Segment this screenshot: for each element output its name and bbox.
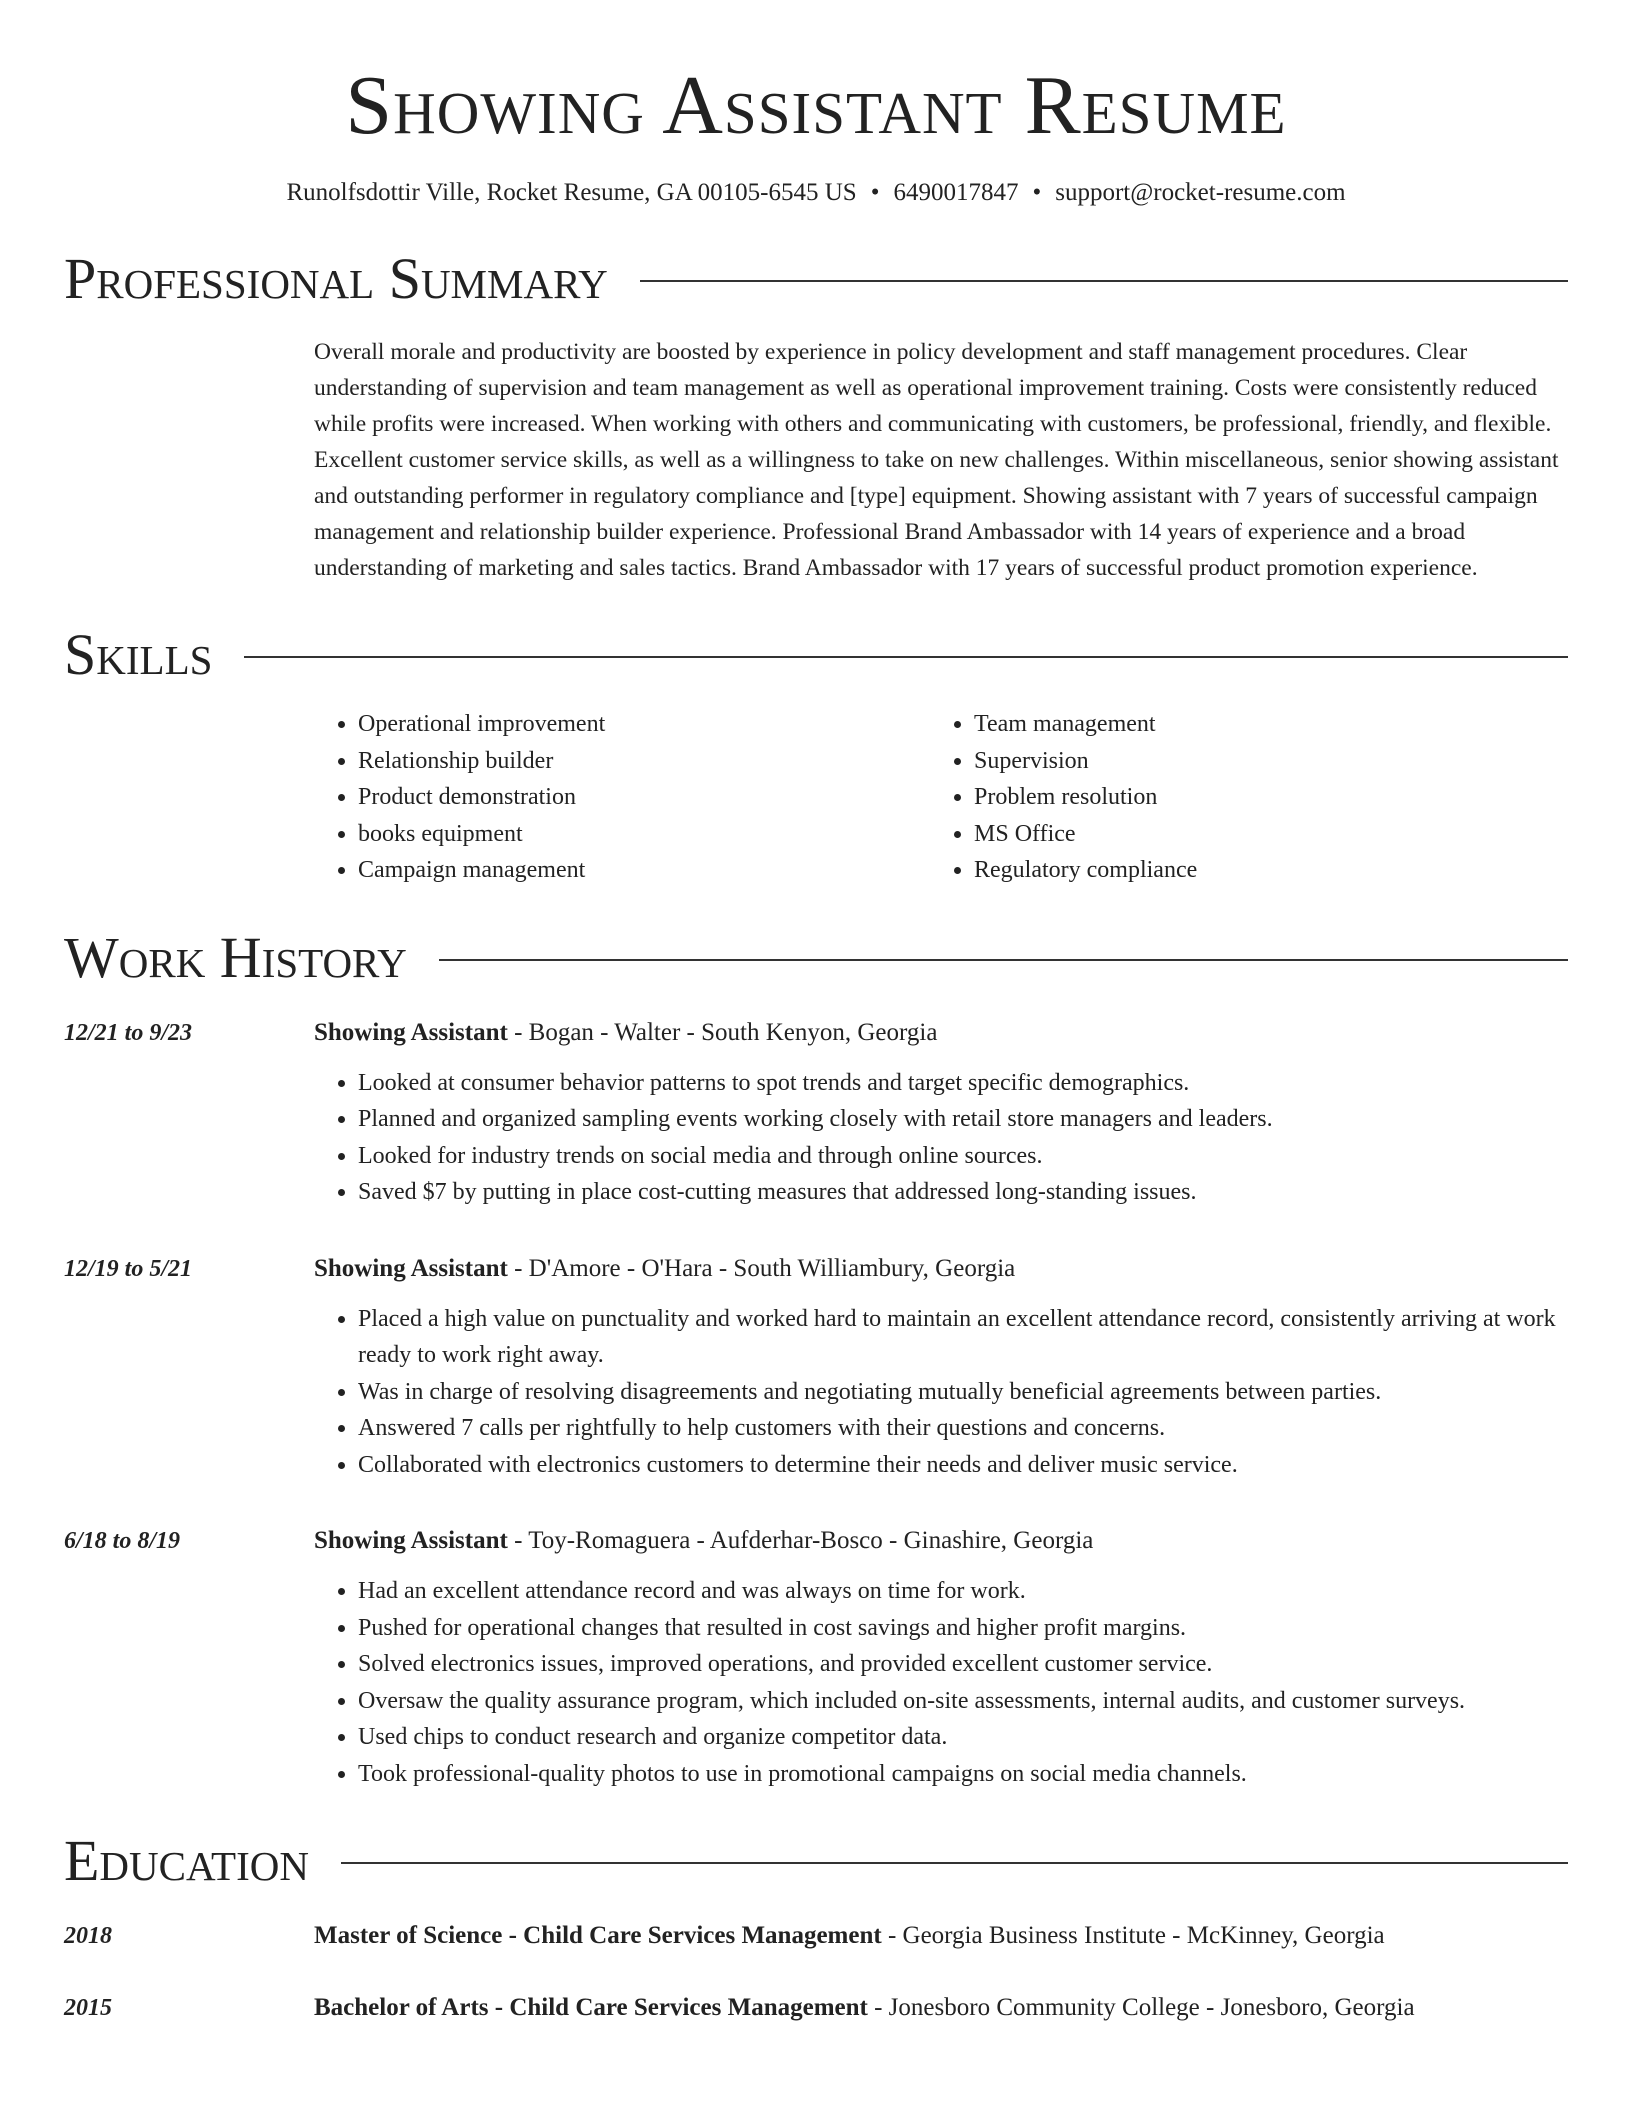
education-entry [64, 1988, 1568, 2028]
job-bullet: • Looked at consumer behavior patterns to spot trends and target specific demographics. [358, 1065, 1568, 1102]
job-details [314, 1249, 1568, 1484]
job-bullet: • Pushed for operational changes that resulted in cost savings and higher profit margins. [358, 1610, 1568, 1647]
job-bullet: • Placed a high value on punctuality and worked hard to maintain an excellent attendance record, consistently arriving at work ready to work right away. [358, 1301, 1568, 1374]
job-employer-location: - Toy-Romaguera - Aufderhar-Bosco - Ginashire, Georgia [507, 1527, 1094, 1554]
job-employer-location: - D'Amore - O'Hara - South Williambury, Georgia [507, 1254, 1016, 1282]
job-bullets [314, 1301, 1568, 1484]
skill-item: • books equipment [358, 816, 930, 853]
skill-item: • MS Office [974, 816, 1546, 853]
job-bullet: • Looked for industry trends on social media and through online sources. [358, 1138, 1568, 1175]
summary-heading: Professional Summary [64, 246, 608, 311]
job-dates: 12/21 to 9/23 [64, 1019, 193, 1046]
skill-item: • Product demonstration [358, 779, 930, 816]
contact-address: Runolfsdottir Ville, Rocket Resume, GA 00105-6545 US [286, 179, 857, 206]
contact-separator: • [870, 179, 880, 206]
skills-column-left [314, 706, 930, 889]
job-bullet: • Was in charge of resolving disagreements and negotiating mutually beneficial agreements between parties. [358, 1374, 1568, 1411]
education-details [314, 1916, 1568, 1956]
education-year: 2018 [64, 1923, 112, 1949]
job-employer-location: - Bogan - Walter - South Kenyon, Georgia [507, 1018, 938, 1046]
skills-heading: Skills [64, 622, 213, 687]
job-entry [64, 1013, 1568, 1211]
skills-section-header [64, 622, 1568, 688]
education-degree: Master of Science - Child Care Services Management [314, 1922, 882, 1949]
job-heading [314, 1521, 1568, 1561]
job-dates: 12/19 to 5/21 [64, 1255, 193, 1282]
section-divider [244, 656, 1568, 658]
skill-item: • Team management [974, 706, 1546, 743]
skill-item: • Operational improvement [358, 706, 930, 743]
job-bullet: • Solved electronics issues, improved operations, and provided excellent customer service. [358, 1646, 1568, 1683]
job-entry [64, 1521, 1568, 1792]
contact-email[interactable]: support@rocket-resume.com [1055, 179, 1346, 206]
contact-phone: 6490017847 [893, 179, 1019, 206]
education-details [314, 1988, 1568, 2028]
education-heading: Education [64, 1828, 309, 1893]
education-section-header [64, 1828, 1568, 1894]
job-bullet: • Saved $7 by putting in place cost-cutting measures that addressed long-standing issues. [358, 1174, 1568, 1211]
job-bullet: • Took professional-quality photos to use in promotional campaigns on social media channels. [358, 1756, 1568, 1793]
education-entry [64, 1916, 1568, 1956]
skills-list [314, 706, 1568, 889]
job-dates: 6/18 to 8/19 [64, 1528, 181, 1554]
skill-item: • Problem resolution [974, 779, 1546, 816]
section-divider [439, 959, 1568, 961]
job-bullet: • Used chips to conduct research and organize competitor data. [358, 1719, 1568, 1756]
job-bullet: • Oversaw the quality assurance program, which included on-site assessments, internal audits, and customer surveys. [358, 1683, 1568, 1720]
job-heading [314, 1249, 1568, 1289]
skill-item: • Relationship builder [358, 743, 930, 780]
job-title: Showing Assistant [314, 1254, 508, 1282]
job-heading [314, 1013, 1568, 1053]
skill-item: • Campaign management [358, 852, 930, 889]
job-bullet: • Collaborated with electronics customers to determine their needs and deliver music service. [358, 1447, 1568, 1484]
skill-item: • Supervision [974, 743, 1546, 780]
education-school-location: - Georgia Business Institute - McKinney, Georgia [881, 1922, 1385, 1949]
job-title: Showing Assistant [314, 1527, 508, 1554]
job-bullet: • Had an excellent attendance record and was always on time for work. [358, 1573, 1568, 1610]
summary-section-header [64, 246, 1568, 312]
job-bullet: • Answered 7 calls per rightfully to help customers with their questions and concerns. [358, 1410, 1568, 1447]
job-bullet: • Planned and organized sampling events working closely with retail store managers and leaders. [358, 1101, 1568, 1138]
contact-line [64, 176, 1568, 210]
contact-separator: • [1032, 179, 1042, 206]
resume-title: Showing Assistant Resume [345, 59, 1287, 152]
section-divider [341, 1862, 1568, 1864]
education-degree: Bachelor of Arts - Child Care Services Management [314, 1994, 868, 2021]
work-heading: Work History [64, 924, 407, 990]
job-bullets [314, 1573, 1568, 1792]
job-details [314, 1013, 1568, 1211]
job-bullets [314, 1065, 1568, 1211]
job-details [314, 1521, 1568, 1792]
job-entry [64, 1249, 1568, 1484]
job-title: Showing Assistant [314, 1018, 508, 1046]
education-school-location: - Jonesboro Community College - Jonesboro, Georgia [867, 1994, 1415, 2021]
summary-text: Overall morale and productivity are boosted by experience in policy development and staff management procedures. Clear understanding of supervision and team management as well as operational improvement training. Costs were consistently reduced while profits were increased. When working with others and communicating with customers, be professional, friendly, and flexible. Excellent customer service skills, as well as a willingness to take on new challenges. Within miscellaneous, senior showing assistant and outstanding performer in regulatory compliance and [type] equipment. Showing assistant with 7 years of successful campaign management and relationship builder experience. Professional Brand Ambassador with 14 years of experience and a broad understanding of marketing and sales tactics. Brand Ambassador with 17 years of successful product promotion experience. [314, 339, 1559, 581]
skill-item: • Regulatory compliance [974, 852, 1546, 889]
work-section-header [64, 925, 1568, 991]
section-divider [640, 280, 1568, 282]
skills-column-right [930, 706, 1546, 889]
education-year: 2015 [64, 1995, 112, 2021]
